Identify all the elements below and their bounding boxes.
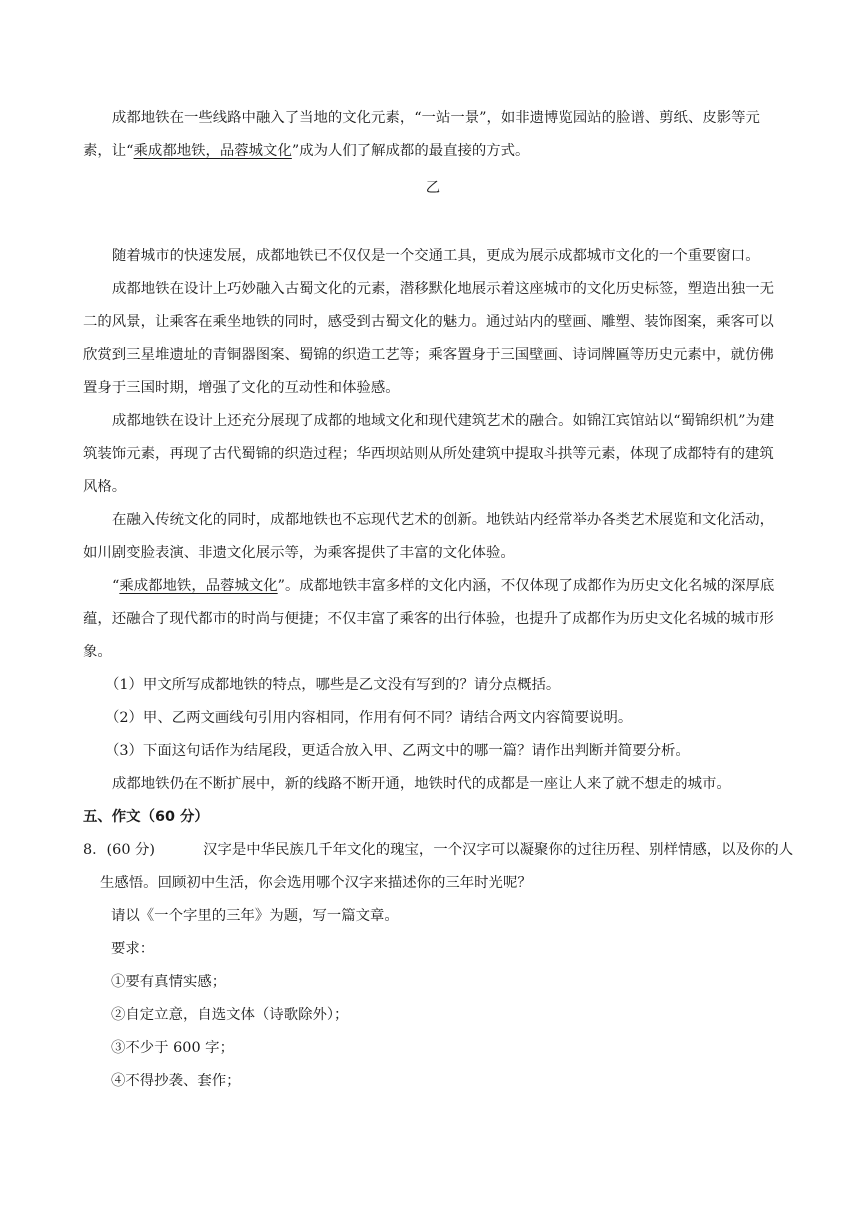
yi-paragraph-5	[83, 570, 783, 669]
section-5-heading: 五、作文（60 分）	[83, 809, 209, 825]
underlined-sentence: 乘成都地铁，品蓉城文化	[119, 578, 278, 594]
question-1: （1）甲文所写成都地铁的特点，哪些是乙文没有写到的？请分点概括。	[105, 677, 561, 693]
text: ”。成都地铁丰富多样的文化内涵，不仅体现了成都作为历史文化名城的深厚底蕴，还融合了现代都市的时尚与便捷；不仅丰富了乘客的出行体验，也提升了成都作为历史文化名城的城市形象。	[83, 578, 775, 660]
yi-paragraph-4: 在融入传统文化的同时，成都地铁也不忘现代艺术的创新。地铁站内经常举办各类艺术展览和文化活动，如川剧变脸表演、非遗文化展示等，为乘客提供了丰富的文化体验。	[83, 512, 774, 561]
requirement-1: ①要有真情实感；	[111, 974, 227, 990]
question-3-sentence: 成都地铁仍在不断扩展中，新的线路不断开通，地铁时代的成都是一座让人来了就不想走的城市。	[112, 776, 731, 792]
jia-last-paragraph	[83, 102, 783, 168]
requirement-4: ④不得抄袭、套作；	[111, 1073, 241, 1089]
question-2: （2）甲、乙两文画线句引用内容相同，作用有何不同？请结合两文内容简要说明。	[105, 710, 633, 726]
requirement-2: ②自定立意，自选文体（诗歌除外）；	[111, 1007, 349, 1023]
yi-paragraph-1: 随着城市的快速发展，成都地铁已不仅仅是一个交通工具，更成为展示成都城市文化的一个重要窗口。	[112, 248, 760, 264]
item-number: 8．(60 分)	[83, 842, 156, 858]
requirements-label: 要求：	[111, 941, 155, 957]
essay-instruction: 请以《一个字里的三年》为题，写一篇文章。	[111, 908, 399, 924]
text: 成都地铁在一些线路中融入了当地的文化元素，“一站一景”，如非遗博览园站的脸谱、剪纸、皮影等元素，让“	[83, 110, 760, 159]
text: ”成为人们了解成都的最直接的方式。	[291, 143, 530, 159]
requirement-3: ③不少于 600 字；	[111, 1040, 234, 1056]
question-3: （3）下面这句话作为结尾段，更适合放入甲、乙两文中的哪一篇？请作出判断并简要分析。	[105, 743, 690, 759]
passage-yi-heading: 乙	[425, 180, 441, 196]
essay-prompt	[83, 834, 800, 900]
underlined-sentence: 乘成都地铁，品蓉城文化	[133, 143, 292, 159]
yi-paragraph-2: 成都地铁在设计上巧妙融入古蜀文化的元素，潜移默化地展示着这座城市的文化历史标签，塑造出独一无二的风景，让乘客在乘坐地铁的同时，感受到古蜀文化的魅力。通过站内的壁画、雕塑、装饰图案，乘客可以欣赏到三星堆遗址的青铜器图案、蜀锦的织造工艺等；乘客置身于三国壁画、诗词牌匾等历史元素中，就仿佛置身于三国时期，增强了文化的互动性和体验感。	[83, 281, 774, 396]
prompt-text: 汉字是中华民族几千年文化的瑰宝，一个汉字可以凝聚你的过往历程、别样情感，以及你的人生感悟。回顾初中生活，你会选用哪个汉字来描述你的三年时光呢？	[100, 842, 794, 891]
yi-paragraph-3: 成都地铁在设计上还充分展现了成都的地域文化和现代建筑艺术的融合。如锦江宾馆站以“蜀锦织机”为建筑装饰元素，再现了古代蜀锦的织造过程；华西坝站则从所处建筑中提取斗拱等元素，体现了成都特有的建筑风格。	[83, 413, 775, 495]
text: “	[112, 578, 120, 594]
